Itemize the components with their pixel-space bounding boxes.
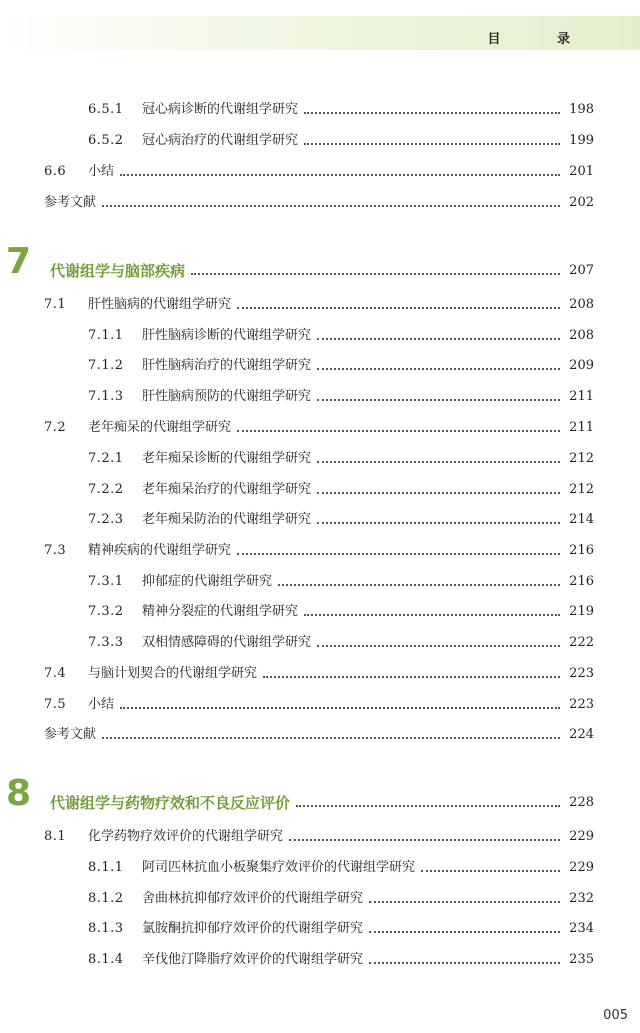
toc-entry[interactable] bbox=[88, 885, 594, 907]
section-title: 老年痴呆防治的代谢组学研究 bbox=[142, 512, 312, 527]
page-number-ref: 208 bbox=[569, 297, 594, 312]
section-number: 6.6 bbox=[44, 164, 67, 179]
dot-leader bbox=[304, 613, 560, 616]
dot-leader bbox=[369, 930, 560, 933]
chapter-number: 7 bbox=[6, 241, 32, 282]
section-number: 7.3.3 bbox=[88, 635, 124, 650]
section-title: 肝性脑病治疗的代谢组学研究 bbox=[142, 358, 312, 373]
dot-leader bbox=[296, 804, 560, 807]
toc-entry-references[interactable] bbox=[44, 189, 594, 211]
section-title: 老年痴呆的代谢组学研究 bbox=[88, 420, 232, 435]
dot-leader bbox=[120, 173, 560, 176]
section-number: 7.1.1 bbox=[88, 328, 124, 343]
section-number: 7.1.2 bbox=[88, 358, 124, 373]
section-number: 7.3 bbox=[44, 543, 67, 558]
section-title: 辛伐他汀降脂疗效评价的代谢组学研究 bbox=[142, 952, 364, 967]
section-title: 氯胺酮抗抑郁疗效评价的代谢组学研究 bbox=[142, 921, 364, 936]
section-number: 7.2.3 bbox=[88, 512, 124, 527]
page-number-ref: 212 bbox=[569, 451, 594, 466]
chapter-title: 代谢组学与脑部疾病 bbox=[50, 262, 186, 280]
section-title: 老年痴呆治疗的代谢组学研究 bbox=[142, 482, 312, 497]
section-number: 7.1.3 bbox=[88, 389, 124, 404]
section-number: 7.5 bbox=[44, 697, 67, 712]
dot-leader bbox=[421, 869, 560, 872]
page-number-ref: 212 bbox=[569, 482, 594, 497]
toc-entry[interactable] bbox=[88, 127, 594, 149]
section-number: 7.2.2 bbox=[88, 482, 124, 497]
section-number: 6.5.1 bbox=[88, 102, 124, 117]
section-title: 冠心病诊断的代谢组学研究 bbox=[142, 102, 299, 117]
toc-entry[interactable] bbox=[44, 414, 594, 436]
section-title: 参考文献 bbox=[44, 195, 97, 210]
page-number-ref: 229 bbox=[569, 860, 594, 875]
page-number-ref: 224 bbox=[569, 727, 594, 742]
dot-leader bbox=[317, 460, 560, 463]
page-number-ref: 198 bbox=[569, 102, 594, 117]
section-number: 7.1 bbox=[44, 297, 67, 312]
toc-entry[interactable] bbox=[44, 158, 594, 180]
page-number-ref: 211 bbox=[569, 420, 594, 435]
section-number: 8.1.3 bbox=[88, 921, 124, 936]
page-number-ref: 201 bbox=[569, 164, 594, 179]
chapter-number: 8 bbox=[6, 773, 32, 814]
section-number: 6.5.2 bbox=[88, 133, 124, 148]
toc-entry[interactable] bbox=[88, 854, 594, 876]
dot-leader bbox=[191, 272, 560, 275]
section-title: 抑郁症的代谢组学研究 bbox=[142, 574, 273, 589]
section-title: 小结 bbox=[88, 697, 115, 712]
section-number: 7.3.2 bbox=[88, 604, 124, 619]
chapter-heading[interactable] bbox=[0, 772, 594, 812]
toc-entry[interactable] bbox=[44, 537, 594, 559]
dot-leader bbox=[317, 521, 560, 524]
page-number-ref: 202 bbox=[569, 195, 594, 210]
page-number-ref: 207 bbox=[569, 263, 594, 278]
toc-entry[interactable] bbox=[88, 445, 594, 467]
page-number-ref: 223 bbox=[569, 666, 594, 681]
dot-leader bbox=[369, 961, 560, 964]
section-title: 冠心病治疗的代谢组学研究 bbox=[142, 133, 299, 148]
section-number: 7.4 bbox=[44, 666, 67, 681]
toc-entry[interactable] bbox=[88, 322, 594, 344]
dot-leader bbox=[120, 706, 560, 709]
toc-entry[interactable] bbox=[88, 629, 594, 651]
page-number-ref: 214 bbox=[569, 512, 594, 527]
page-number-ref: 209 bbox=[569, 358, 594, 373]
page-number-ref: 229 bbox=[569, 829, 594, 844]
page-number-ref: 223 bbox=[569, 697, 594, 712]
section-number: 8.1.1 bbox=[88, 860, 124, 875]
dot-leader bbox=[369, 900, 560, 903]
dot-leader bbox=[317, 644, 560, 647]
page-number-ref: 232 bbox=[569, 891, 594, 906]
section-number: 8.1 bbox=[44, 829, 67, 844]
section-title: 与脑计划契合的代谢组学研究 bbox=[88, 666, 258, 681]
toc-entry[interactable] bbox=[88, 506, 594, 528]
section-title: 肝性脑病诊断的代谢组学研究 bbox=[142, 328, 312, 343]
page-number-ref: 199 bbox=[569, 133, 594, 148]
toc-entry[interactable] bbox=[88, 383, 594, 405]
section-title: 参考文献 bbox=[44, 727, 97, 742]
dot-leader bbox=[304, 111, 560, 114]
section-title: 精神疾病的代谢组学研究 bbox=[88, 543, 232, 558]
toc-entry[interactable] bbox=[88, 598, 594, 620]
toc-entry[interactable] bbox=[44, 660, 594, 682]
toc-entry-references[interactable] bbox=[44, 721, 594, 743]
section-number: 7.2.1 bbox=[88, 451, 124, 466]
page-number-ref: 219 bbox=[569, 604, 594, 619]
section-title: 精神分裂症的代谢组学研究 bbox=[142, 604, 299, 619]
section-number: 8.1.2 bbox=[88, 891, 124, 906]
section-title: 老年痴呆诊断的代谢组学研究 bbox=[142, 451, 312, 466]
section-title: 阿司匹林抗血小板聚集疗效评价的代谢组学研究 bbox=[142, 860, 416, 875]
dot-leader bbox=[237, 306, 560, 309]
section-title: 肝性脑病预防的代谢组学研究 bbox=[142, 389, 312, 404]
toc-entry[interactable] bbox=[44, 823, 594, 845]
section-title: 肝性脑病的代谢组学研究 bbox=[88, 297, 232, 312]
toc-entry[interactable] bbox=[88, 96, 594, 118]
page-number-ref: 222 bbox=[569, 635, 594, 650]
dot-leader bbox=[304, 142, 560, 145]
page-number-ref: 235 bbox=[569, 952, 594, 967]
dot-leader bbox=[263, 675, 560, 678]
section-title: 双相情感障碍的代谢组学研究 bbox=[142, 635, 312, 650]
page-footer-number: 005 bbox=[603, 1008, 628, 1023]
dot-leader bbox=[317, 398, 560, 401]
page-number-ref: 211 bbox=[569, 389, 594, 404]
page-header-title: 目 录 bbox=[487, 32, 596, 47]
toc-entry[interactable] bbox=[88, 915, 594, 937]
dot-leader bbox=[317, 491, 560, 494]
toc-entry[interactable] bbox=[44, 691, 594, 713]
toc-entry[interactable] bbox=[88, 352, 594, 374]
page-number-ref: 216 bbox=[569, 543, 594, 558]
section-number: 7.3.1 bbox=[88, 574, 124, 589]
dot-leader bbox=[237, 552, 560, 555]
dot-leader bbox=[102, 204, 560, 207]
dot-leader bbox=[289, 838, 560, 841]
dot-leader bbox=[102, 736, 560, 739]
dot-leader bbox=[317, 337, 560, 340]
page-number-ref: 216 bbox=[569, 574, 594, 589]
section-title: 舍曲林抗抑郁疗效评价的代谢组学研究 bbox=[142, 891, 364, 906]
section-number: 8.1.4 bbox=[88, 952, 124, 967]
dot-leader bbox=[278, 583, 560, 586]
section-title: 化学药物疗效评价的代谢组学研究 bbox=[88, 829, 284, 844]
chapter-title: 代谢组学与药物疗效和不良反应评价 bbox=[50, 794, 291, 812]
toc-entry[interactable] bbox=[88, 568, 594, 590]
dot-leader bbox=[237, 429, 560, 432]
page-number-ref: 208 bbox=[569, 328, 594, 343]
chapter-heading[interactable] bbox=[0, 240, 594, 280]
section-title: 小结 bbox=[88, 164, 115, 179]
section-number: 7.2 bbox=[44, 420, 67, 435]
toc-entry[interactable] bbox=[88, 476, 594, 498]
toc-entry[interactable] bbox=[88, 946, 594, 968]
page-number-ref: 234 bbox=[569, 921, 594, 936]
page-number-ref: 228 bbox=[569, 795, 594, 810]
toc-entry[interactable] bbox=[44, 291, 594, 313]
dot-leader bbox=[317, 367, 560, 370]
